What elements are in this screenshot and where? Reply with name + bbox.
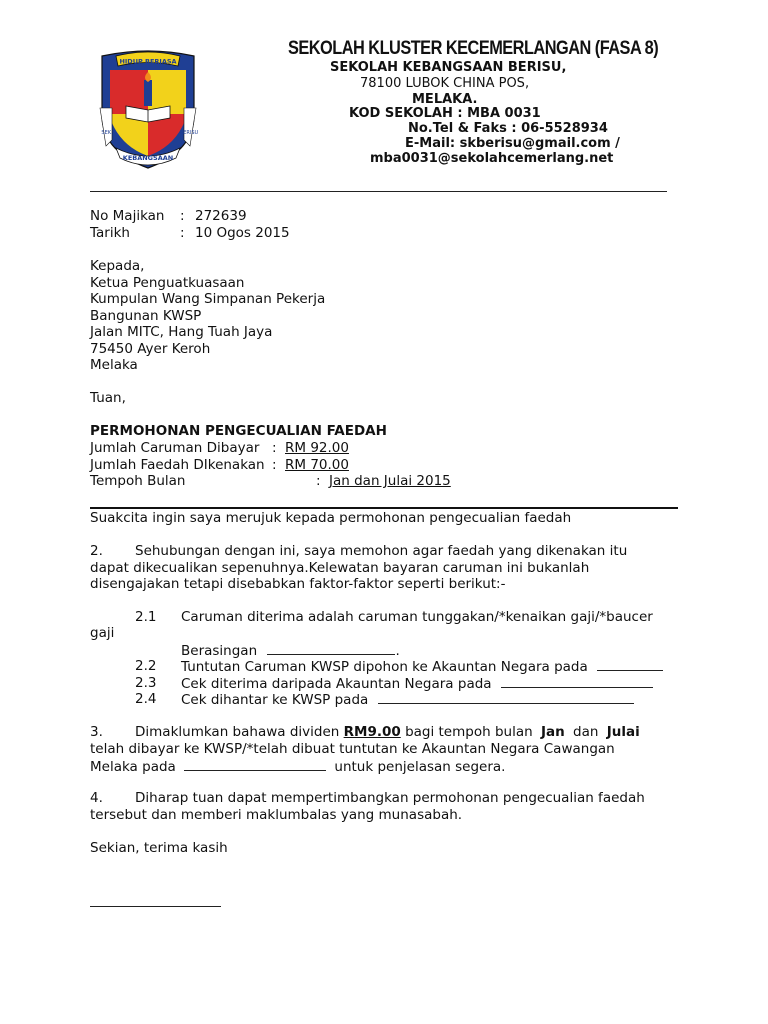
school-name: SEKOLAH KEBANGSAAN BERISU,: [330, 60, 567, 75]
paragraph-4-line: Diharap tuan dapat mempertimbangkan permohonan pengecualian faedah: [135, 790, 645, 806]
closing: Sekian, terima kasih: [90, 840, 228, 856]
school-address-line2: MELAKA.: [412, 92, 478, 107]
logo-motto: HIDUP BERJASA: [119, 57, 177, 66]
logo-right-band: BERISU: [179, 130, 199, 136]
salutation: Tuan,: [90, 390, 126, 406]
interest-separator: :: [272, 457, 277, 473]
period-separator: :: [316, 473, 321, 489]
contribution-value: RM 92.00: [285, 440, 349, 456]
date-value: 10 Ogos 2015: [195, 225, 290, 241]
paragraph-3-number: 3.: [90, 724, 103, 740]
employer-no-label: No Majikan: [90, 208, 165, 224]
paragraph-4-line: tersebut dan memberi maklumbalas yang munasabah.: [90, 807, 463, 823]
paragraph-2-line: disengajakan tetapi disebabkan faktor-faktor seperti berikut:-: [90, 576, 506, 592]
paragraph-1: Suakcita ingin saya merujuk kepada permohonan pengecualian faedah: [90, 510, 572, 526]
item-2-1-text-cont: gaji: [90, 625, 115, 641]
paragraph-3-text: bagi tempoh bulan: [405, 724, 533, 740]
item-2-2-blank: [597, 658, 663, 671]
subject-title: PERMOHONAN PENGECUALIAN FAEDAH: [90, 423, 387, 439]
signature-line: [90, 906, 221, 907]
item-2-4-text: Cek dihantar ke KWSP pada: [181, 692, 369, 708]
month-2: Julai: [606, 724, 640, 740]
paragraph-3-line: telah dibayar ke KWSP/*telah dibuat tuntutan ke Akauntan Negara Cawangan: [90, 741, 615, 757]
recipient-line: Melaka: [90, 357, 138, 373]
item-2-1-blank: [267, 642, 395, 655]
item-2-1-label: Berasingan: [181, 643, 258, 659]
item-2-1-end: .: [395, 643, 400, 659]
subject-divider: [90, 507, 678, 509]
contribution-separator: :: [272, 440, 277, 456]
period-label: Tempoh Bulan: [90, 473, 186, 489]
interest-value: RM 70.00: [285, 457, 349, 473]
period-value: Jan dan Julai 2015: [329, 473, 451, 489]
school-code: KOD SEKOLAH : MBA 0031: [349, 106, 541, 121]
employer-no-separator: :: [180, 208, 185, 224]
paragraph-3-line-end: untuk penjelasan segera.: [334, 759, 506, 775]
recipient-line: Jalan MITC, Hang Tuah Jaya: [90, 324, 273, 340]
paragraph-3-blank: [184, 758, 326, 771]
item-2-2-number: 2.2: [135, 658, 157, 674]
item-2-2-text: Tuntutan Caruman KWSP dipohon ke Akauntan Negara pada: [181, 659, 588, 675]
school-crest-logo: [96, 48, 200, 172]
date-separator: :: [180, 225, 185, 241]
interest-label: Jumlah Faedah DIkenakan: [90, 457, 265, 473]
item-2-4-blank: [378, 691, 634, 704]
paragraph-2-line: Sehubungan dengan ini, saya memohon agar faedah yang dikenakan itu: [135, 543, 628, 559]
employer-no-value: 272639: [195, 208, 247, 224]
date-label: Tarikh: [90, 225, 130, 241]
paragraph-2-line: dapat dikecualikan sepenuhnya.Kelewatan bayaran caruman ini bukanlah: [90, 560, 590, 576]
item-2-1-number: 2.1: [135, 609, 157, 625]
item-2-4-number: 2.4: [135, 691, 157, 707]
cluster-title: SEKOLAH KLUSTER KECEMERLANGAN (FASA 8): [288, 38, 659, 59]
school-email-2: mba0031@sekolahcemerlang.net: [370, 151, 614, 166]
header-divider: [90, 191, 667, 192]
logo-bottom-band: KEBANGSAAN: [122, 154, 174, 162]
item-2-3-text: Cek diterima daripada Akauntan Negara pada: [181, 676, 492, 692]
recipient-line: 75450 Ayer Keroh: [90, 341, 211, 357]
school-phone-fax: No.Tel & Faks : 06-5528934: [408, 121, 608, 136]
month-1: Jan: [540, 724, 565, 740]
contribution-label: Jumlah Caruman Dibayar: [90, 440, 260, 456]
paragraph-3-and: dan: [573, 724, 599, 740]
paragraph-4-number: 4.: [90, 790, 103, 806]
item-2-1-text: Caruman diterima adalah caruman tunggakan/*kenaikan gaji/*baucer: [181, 609, 653, 625]
paragraph-2-number: 2.: [90, 543, 103, 559]
recipient-line: Kumpulan Wang Simpanan Pekerja: [90, 291, 326, 307]
recipient-line: Ketua Penguatkuasaan: [90, 275, 245, 291]
item-2-3-blank: [501, 675, 653, 688]
item-2-3-number: 2.3: [135, 675, 157, 691]
recipient-line: Kepada,: [90, 258, 145, 274]
logo-left-band: SEK.: [101, 130, 113, 136]
paragraph-3-text: Dimaklumkan bahawa dividen: [135, 724, 340, 740]
recipient-line: Bangunan KWSP: [90, 308, 202, 324]
paragraph-3-line: Melaka pada: [90, 759, 176, 775]
school-email: E-Mail: skberisu@gmail.com /: [405, 136, 620, 151]
dividend-amount: RM9.00: [343, 724, 401, 740]
school-address-line1: 78100 LUBOK CHINA POS,: [360, 76, 530, 91]
